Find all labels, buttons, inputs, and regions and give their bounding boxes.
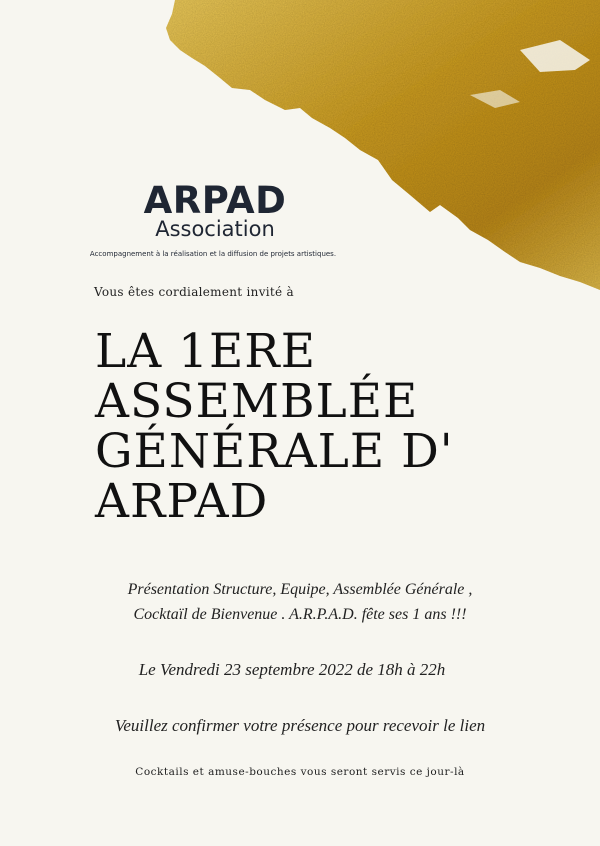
headline-line: LA 1ERE: [95, 324, 317, 379]
logo-title: ARPAD: [143, 179, 287, 222]
description-line-2: Cocktaïl de Bienvenue . A.R.P.A.D. fête ses 1 ans !!!: [133, 606, 467, 623]
headline: [95, 324, 565, 529]
confirm-text: Veuillez confirmer votre présence pour recevoir le lien: [114, 716, 486, 735]
event-description: [0, 577, 600, 627]
arpad-logo: [135, 179, 295, 241]
headline-line: GÉNÉRALE D': [95, 424, 454, 479]
invite-line: Vous êtes cordialement invité à: [94, 285, 295, 299]
tagline: Accompagnement à la réalisation et la diffusion de projets artistiques.: [89, 250, 337, 258]
description-line-1: Présentation Structure, Equipe, Assemblée Générale ,: [127, 581, 473, 598]
logo-subtitle: Association: [155, 217, 275, 241]
headline-line: ASSEMBLÉE: [95, 374, 419, 429]
cocktails-note: Cocktails et amuse-bouches vous seront servis ce jour-là: [135, 766, 465, 778]
headline-line: ARPAD: [95, 474, 269, 529]
event-date: Le Vendredi 23 septembre 2022 de 18h à 22h: [138, 660, 446, 679]
